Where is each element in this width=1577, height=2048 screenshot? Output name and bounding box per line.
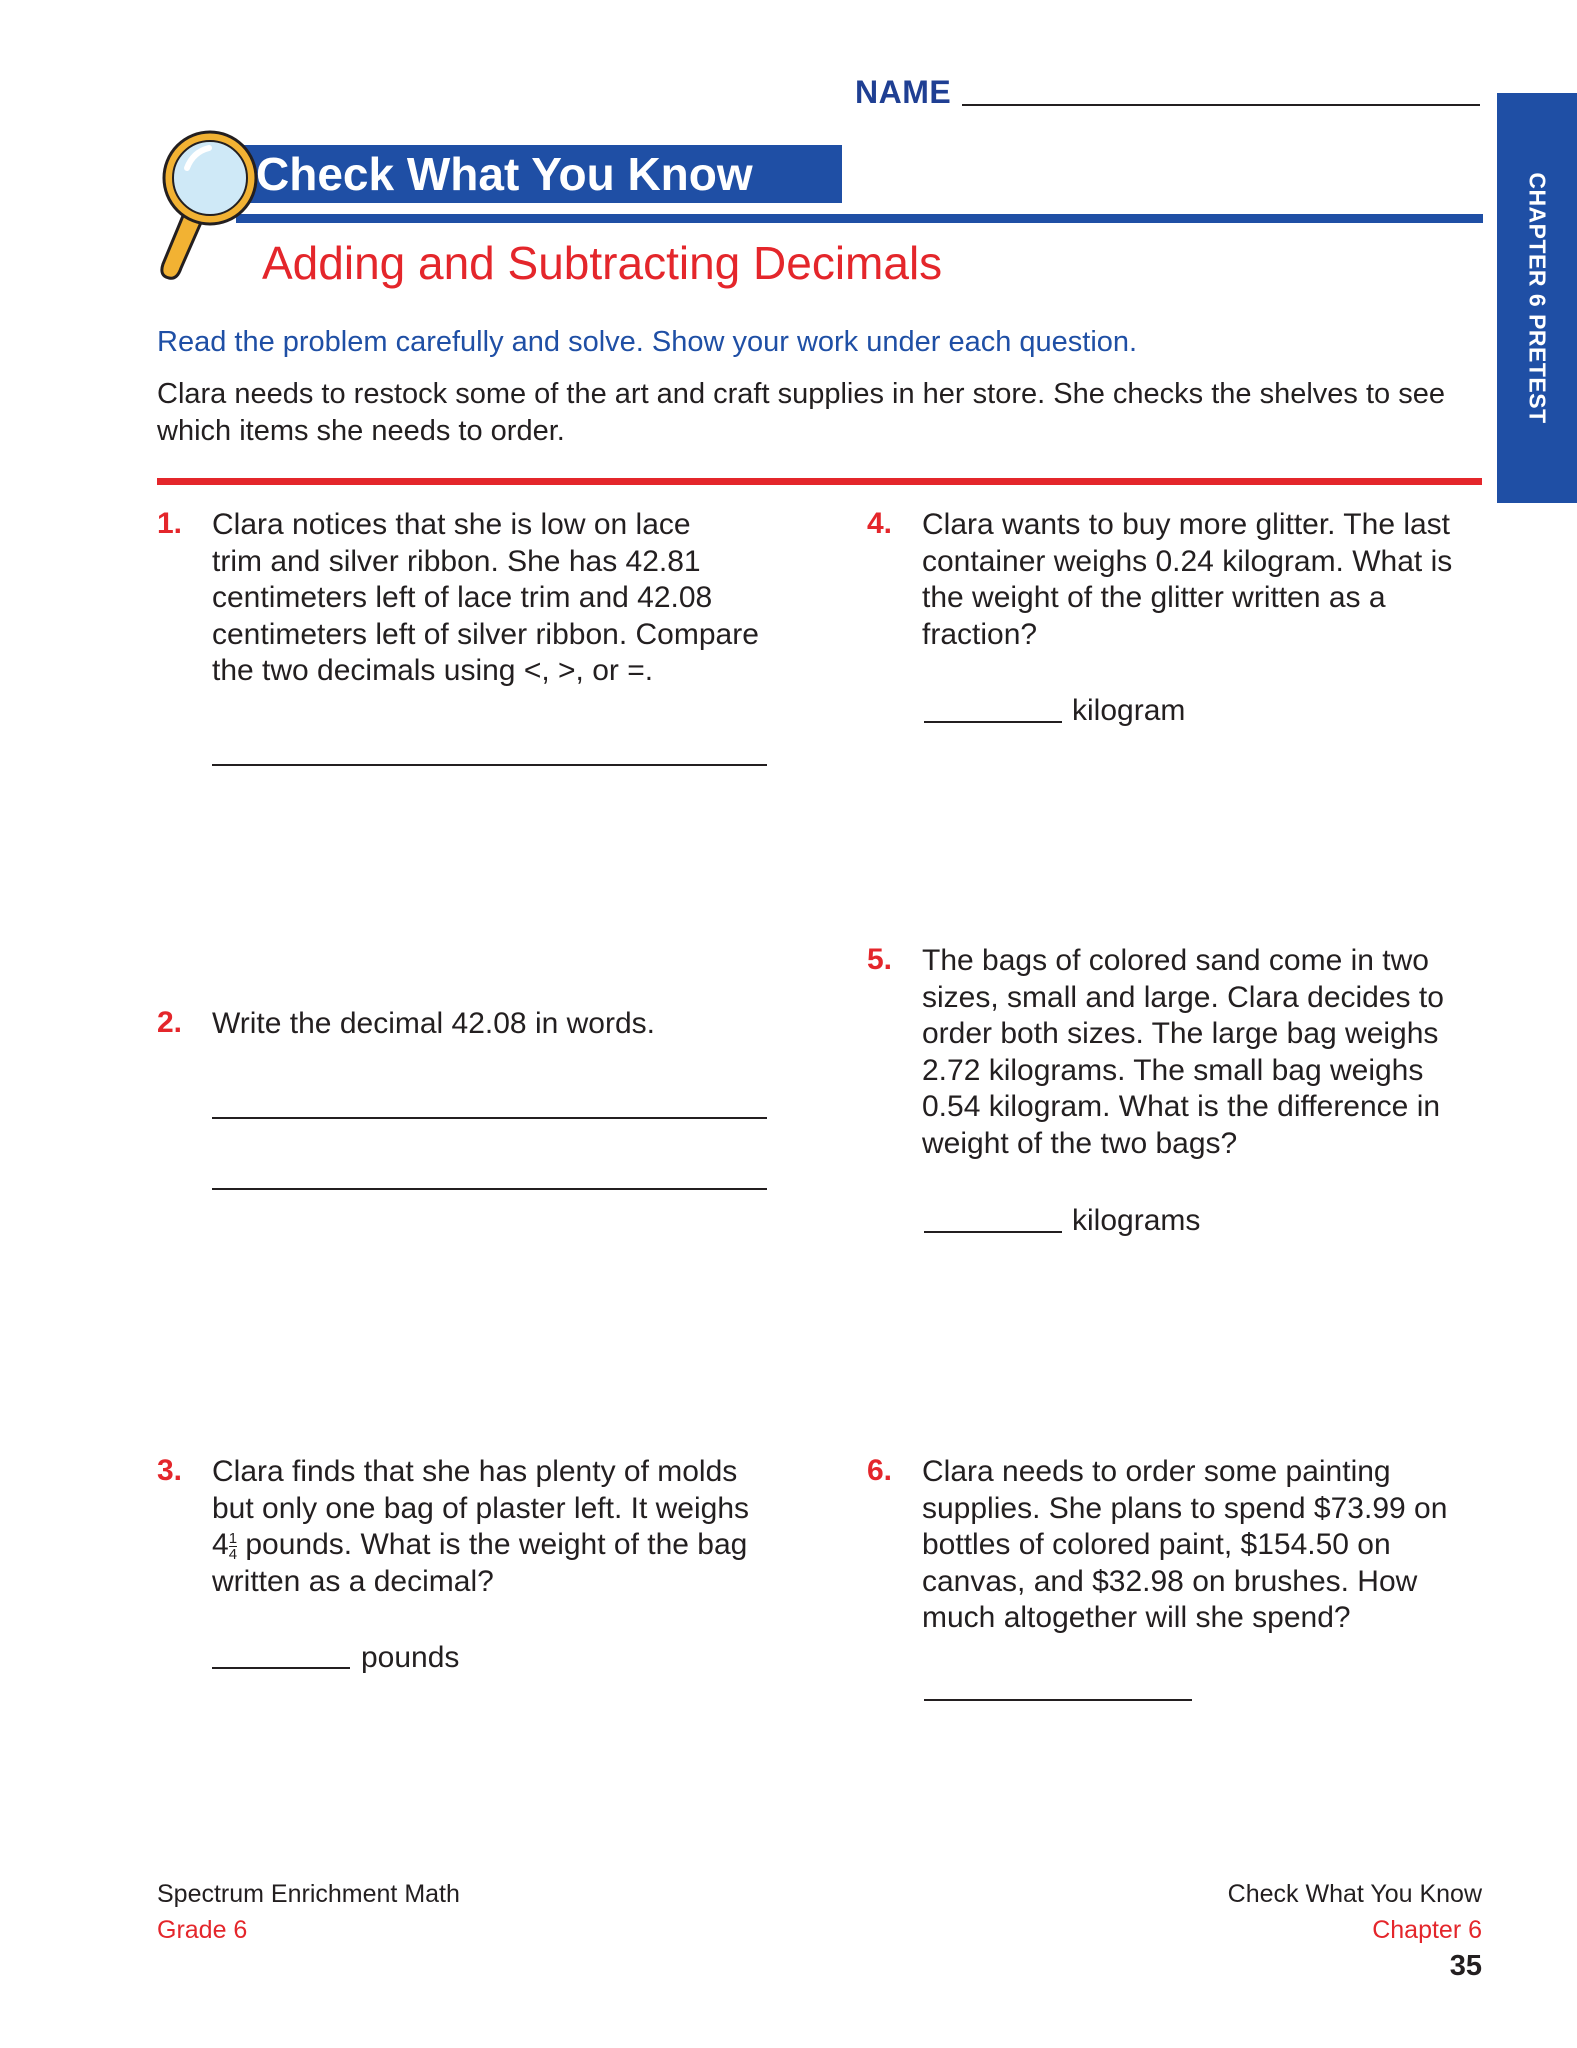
problem-4-answer-line[interactable] [924, 721, 1062, 723]
problem-3-unit: pounds [361, 1641, 460, 1674]
problem-3-text: Clara finds that she has plenty of molds but only one bag of plaster left. It weighs 4 $\frac{1}{4}$ pounds. What is the weight of the bag written as a decimal? [212, 1455, 749, 1598]
problem-6-answer-line[interactable] [924, 1699, 1192, 1701]
problem-6-text: Clara needs to order some painting supplies. She plans to spend $73.99 on bottles of colored paint, $154.50 on canvas, and $32.98 on brushes. How much altogether will she spend? [922, 1455, 1448, 1634]
problem-2-text: Write the decimal 42.08 in words. [212, 1007, 655, 1040]
problem-2-number: 2. [157, 1006, 183, 1039]
problem-1-number: 1. [157, 507, 183, 540]
magnifying-glass-icon [155, 126, 265, 286]
problem-5-unit: kilograms [1072, 1204, 1201, 1237]
problem-1-answer-line[interactable] [212, 764, 767, 766]
footer-grade: Grade 6 [157, 1916, 248, 1944]
problem-2-answer-line-2[interactable] [212, 1188, 767, 1190]
problem-1-text: Clara notices that she is low on lace trim and silver ribbon. She has 42.81 centimeters left of lace trim and 42.08 centimeters left of silver ribbon. Compare the two decimals using <, >, or =. [212, 508, 759, 687]
problem-4-text: Clara wants to buy more glitter. The last container weighs 0.24 kilogram. What is the weight of the glitter written as a fraction? [922, 508, 1453, 651]
problem-4-unit: kilogram [1072, 694, 1186, 727]
title-rule [236, 214, 1483, 223]
page-title: Check What You Know [256, 148, 753, 200]
problem-2-answer-line-1[interactable] [212, 1117, 767, 1119]
problem-5-number: 5. [867, 943, 893, 976]
footer-section: Check What You Know [1227, 1880, 1482, 1908]
intro-paragraph: Clara needs to restock some of the art and craft supplies in her store. She checks the shelves to see which items she needs to order. [157, 378, 1445, 447]
problem-5-text: The bags of colored sand come in two sizes, small and large. Clara decides to order both sizes. The large bag weighs 2.72 kilograms. The small bag weighs 0.54 kilogram. What is the difference in weight of the two bags? [922, 944, 1444, 1160]
problem-3-answer-line[interactable] [212, 1667, 350, 1669]
footer-book-title: Spectrum Enrichment Math [157, 1880, 460, 1908]
footer-chapter: Chapter 6 [1372, 1916, 1482, 1944]
chapter-tab [1497, 93, 1577, 503]
chapter-tab-label: CHAPTER 6 PRETEST [1524, 172, 1551, 424]
problem-4-number: 4. [867, 507, 893, 540]
name-label: NAME [855, 74, 952, 110]
mixed-number: 4 $\frac{1}{4}$ [212, 1528, 238, 1563]
page-subtitle: Adding and Subtracting Decimals [262, 237, 943, 289]
problem-6-number: 6. [867, 1454, 893, 1487]
name-line[interactable] [962, 104, 1480, 106]
instructions: Read the problem carefully and solve. Show your work under each question. [157, 326, 1138, 358]
problem-5-answer-line[interactable] [924, 1231, 1062, 1233]
problem-3-number: 3. [157, 1454, 183, 1487]
section-divider [157, 478, 1482, 485]
page-number: 35 [1449, 1950, 1482, 1982]
